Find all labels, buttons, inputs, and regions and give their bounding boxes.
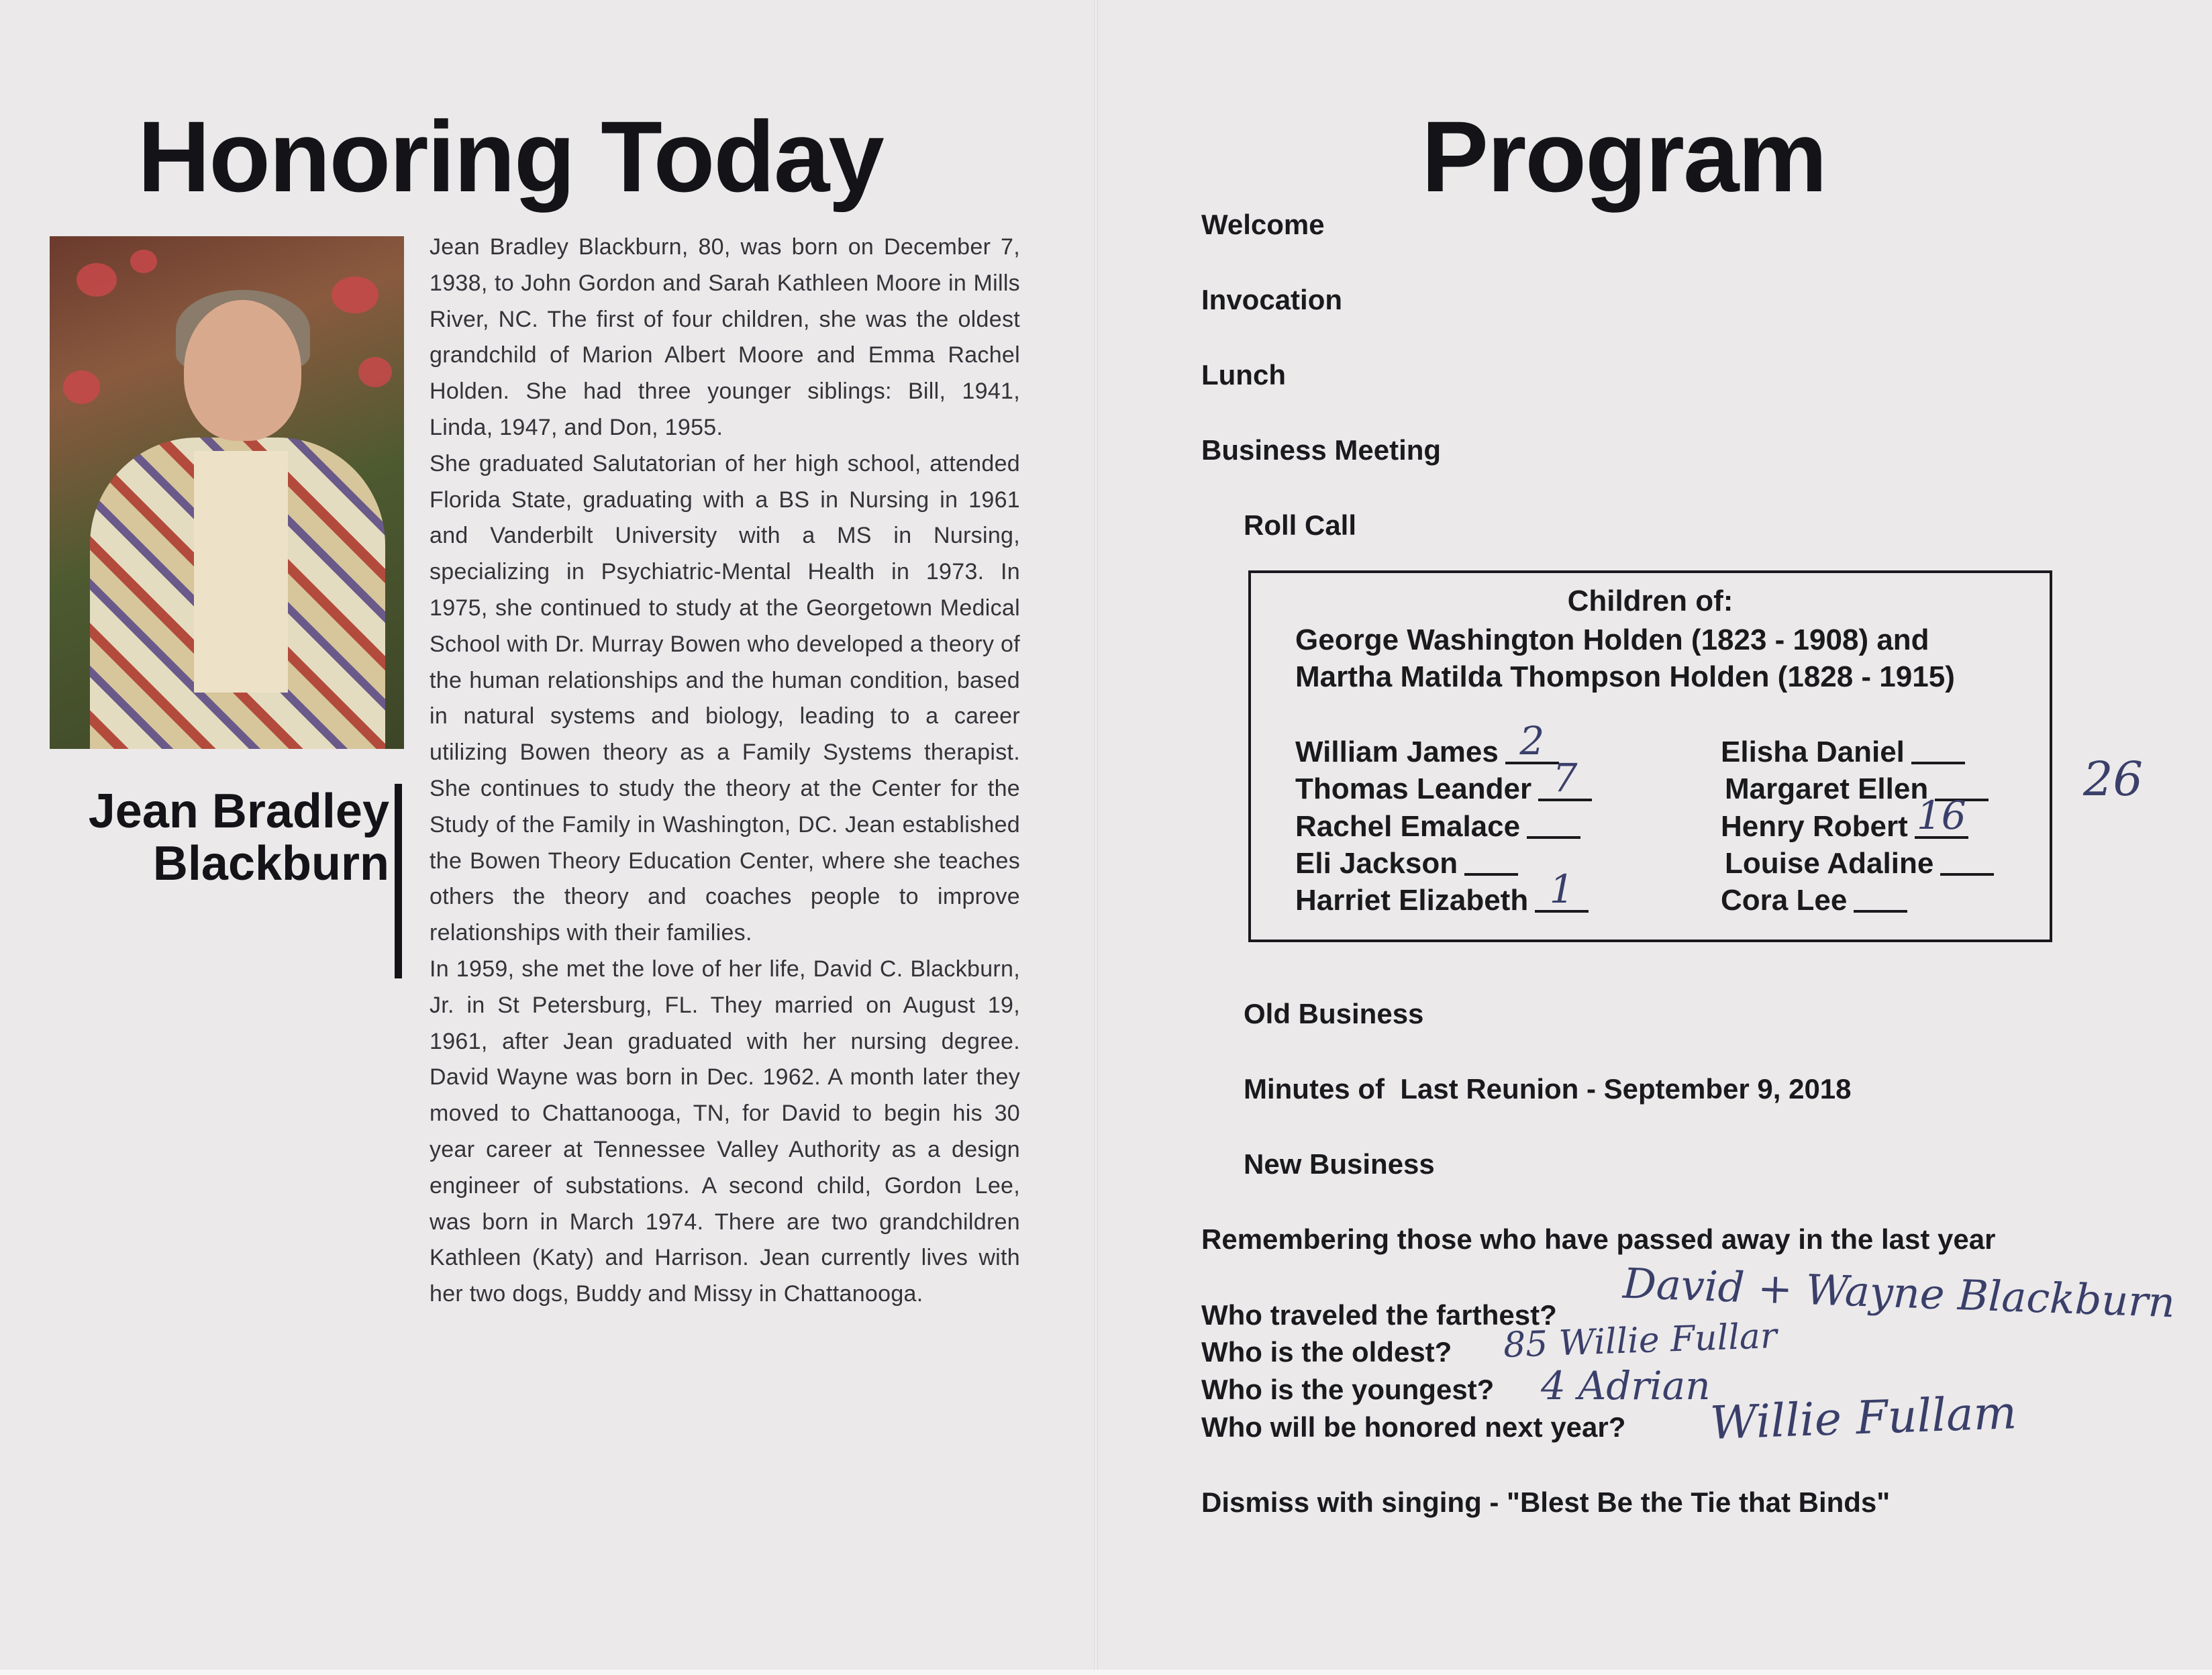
child-name: Margaret Ellen: [1725, 772, 1929, 805]
child-name: William James: [1295, 735, 1499, 768]
handwritten-farthest-answer: David + Wayne Blackburn: [1621, 1258, 2176, 1327]
child-count-blank: [1940, 873, 1994, 876]
honoring-today-title: Honoring Today: [138, 100, 883, 213]
roll-call-box: [1248, 570, 2052, 942]
child-count-handwritten: 7: [1552, 755, 1578, 801]
handwritten-honored-next-answer: Willie Fullam: [1709, 1386, 2018, 1450]
child-name: Rachel Emalace: [1295, 810, 1521, 843]
honoree-name-line1: Jean Bradley: [88, 784, 389, 838]
bio-paragraph: She graduated Salutatorian of her high school, attended Florida State, graduating with a BS in Nursing in 1961 and Vanderbilt University with a MS in Nursing, specializing in Psychiatric-Mental Health in 1973. In 1975, she continued to study at the Georgetown Medical School with Dr. Murray Bowen who developed a theory of the human relationships and the human condition, based in natural systems and biology, leading to a career utilizing Bowen theory as a Family Systems therapist. She continues to study the theory at the Center for the Study of the Family in Washington, DC. Jean established the Bowen Theory Education Center, where she teaches others the theory and coaches people to improve relationships with their families.: [430, 450, 1020, 946]
program-item-new-business: New Business: [1244, 1148, 1435, 1180]
program-item-old-business: Old Business: [1244, 998, 1424, 1029]
handwritten-youngest-answer: 4 Adrian: [1541, 1363, 1711, 1409]
roll-call-child: [1721, 735, 1965, 768]
paper-edge: [0, 1670, 2212, 1675]
child-count-blank: [1854, 910, 1907, 913]
honoree-name: [40, 785, 389, 890]
child-count-blank: [1538, 755, 1592, 801]
roll-call-child: [1295, 812, 1580, 842]
program-item-lunch: Lunch: [1201, 359, 1286, 391]
program-item-invocation: Invocation: [1201, 284, 1343, 315]
center-fold: [1094, 0, 1098, 1675]
roll-call-child: [1295, 849, 1518, 878]
name-divider: [395, 784, 402, 978]
program-item-welcome: Welcome: [1201, 209, 1325, 240]
roll-call-heading: Children of:: [1567, 585, 1733, 617]
program-question-oldest: Who is the oldest?: [1201, 1336, 1452, 1368]
program-item-roll-call: Roll Call: [1244, 509, 1357, 541]
program-title: Program: [1421, 100, 1826, 213]
roll-call-child: [1295, 718, 1559, 768]
child-count-blank: [1911, 762, 1965, 764]
child-count-blank: [1464, 873, 1518, 876]
child-count-handwritten: 16: [1916, 793, 1966, 838]
child-name: Louise Adaline: [1725, 847, 1934, 880]
honoree-photo: [50, 236, 404, 749]
child-name: Thomas Leander: [1295, 772, 1532, 805]
child-name: Henry Robert: [1721, 810, 1908, 843]
program-item-business-meeting: Business Meeting: [1201, 434, 1442, 466]
bio-paragraph: Jean Bradley Blackburn, 80, was born on December 7, 1938, to John Gordon and Sarah Kathleen Moore in Mills River, NC. The first of four children, she was the oldest grandchild of Marion Albert Moore and Emma Rachel Holden. She had three younger siblings: Bill, 1941, Linda, 1947, and Don, 1955.: [430, 234, 1020, 440]
child-name: Cora Lee: [1721, 884, 1848, 917]
program-question-farthest: Who traveled the farthest?: [1201, 1299, 1557, 1331]
handwritten-total: 26: [2083, 752, 2144, 807]
child-count-blank: [1535, 866, 1589, 913]
child-count-blank: [1915, 793, 1968, 839]
honoree-name-line2: Blackburn: [152, 837, 389, 891]
child-count-handwritten: 2: [1519, 718, 1545, 764]
child-count-blank: [1527, 836, 1580, 839]
program-question-youngest: Who is the youngest?: [1201, 1374, 1495, 1405]
child-name: Elisha Daniel: [1721, 735, 1905, 768]
roll-call-parents-line1: George Washington Holden (1823 - 1908) and: [1295, 623, 1929, 656]
roll-call-child: [1295, 755, 1592, 805]
roll-call-child: [1725, 849, 1994, 878]
program-item-minutes: Minutes of Last Reunion - September 9, 2018: [1244, 1073, 1852, 1105]
child-name: Harriet Elizabeth: [1295, 884, 1529, 917]
program-item-dismiss: Dismiss with singing - "Blest Be the Tie that Binds": [1201, 1486, 1891, 1518]
program-question-honored-next: Who will be honored next year?: [1201, 1411, 1626, 1443]
honoree-biography: [430, 230, 1020, 1313]
handwritten-oldest-answer: 85 Willie Fullar: [1503, 1315, 1778, 1366]
roll-call-parents-line2: Martha Matilda Thompson Holden (1828 - 1915): [1295, 660, 1955, 693]
child-name: Eli Jackson: [1295, 847, 1458, 880]
roll-call-child: [1721, 793, 1968, 843]
child-count-handwritten: 1: [1549, 866, 1574, 912]
roll-call-child: [1295, 866, 1589, 917]
roll-call-child: [1721, 886, 1907, 915]
bio-paragraph: In 1959, she met the love of her life, David C. Blackburn, Jr. in St Petersburg, FL. They married on August 19, 1961, after Jean graduated with her nursing degree. David Wayne was born in Dec. 1962. A month later they moved to Chattanooga, TN, for David to begin his 30 year career at Tennessee Valley Authority as a design engineer of substations. A second child, Gordon Lee, was born in March 1974. There are two grandchildren Kathleen (Katy) and Harrison. Jean currently lives with her two dogs, Buddy and Missy in Chattanooga.: [430, 956, 1020, 1307]
program-item-remembering: Remembering those who have passed away in the last year: [1201, 1223, 1996, 1255]
